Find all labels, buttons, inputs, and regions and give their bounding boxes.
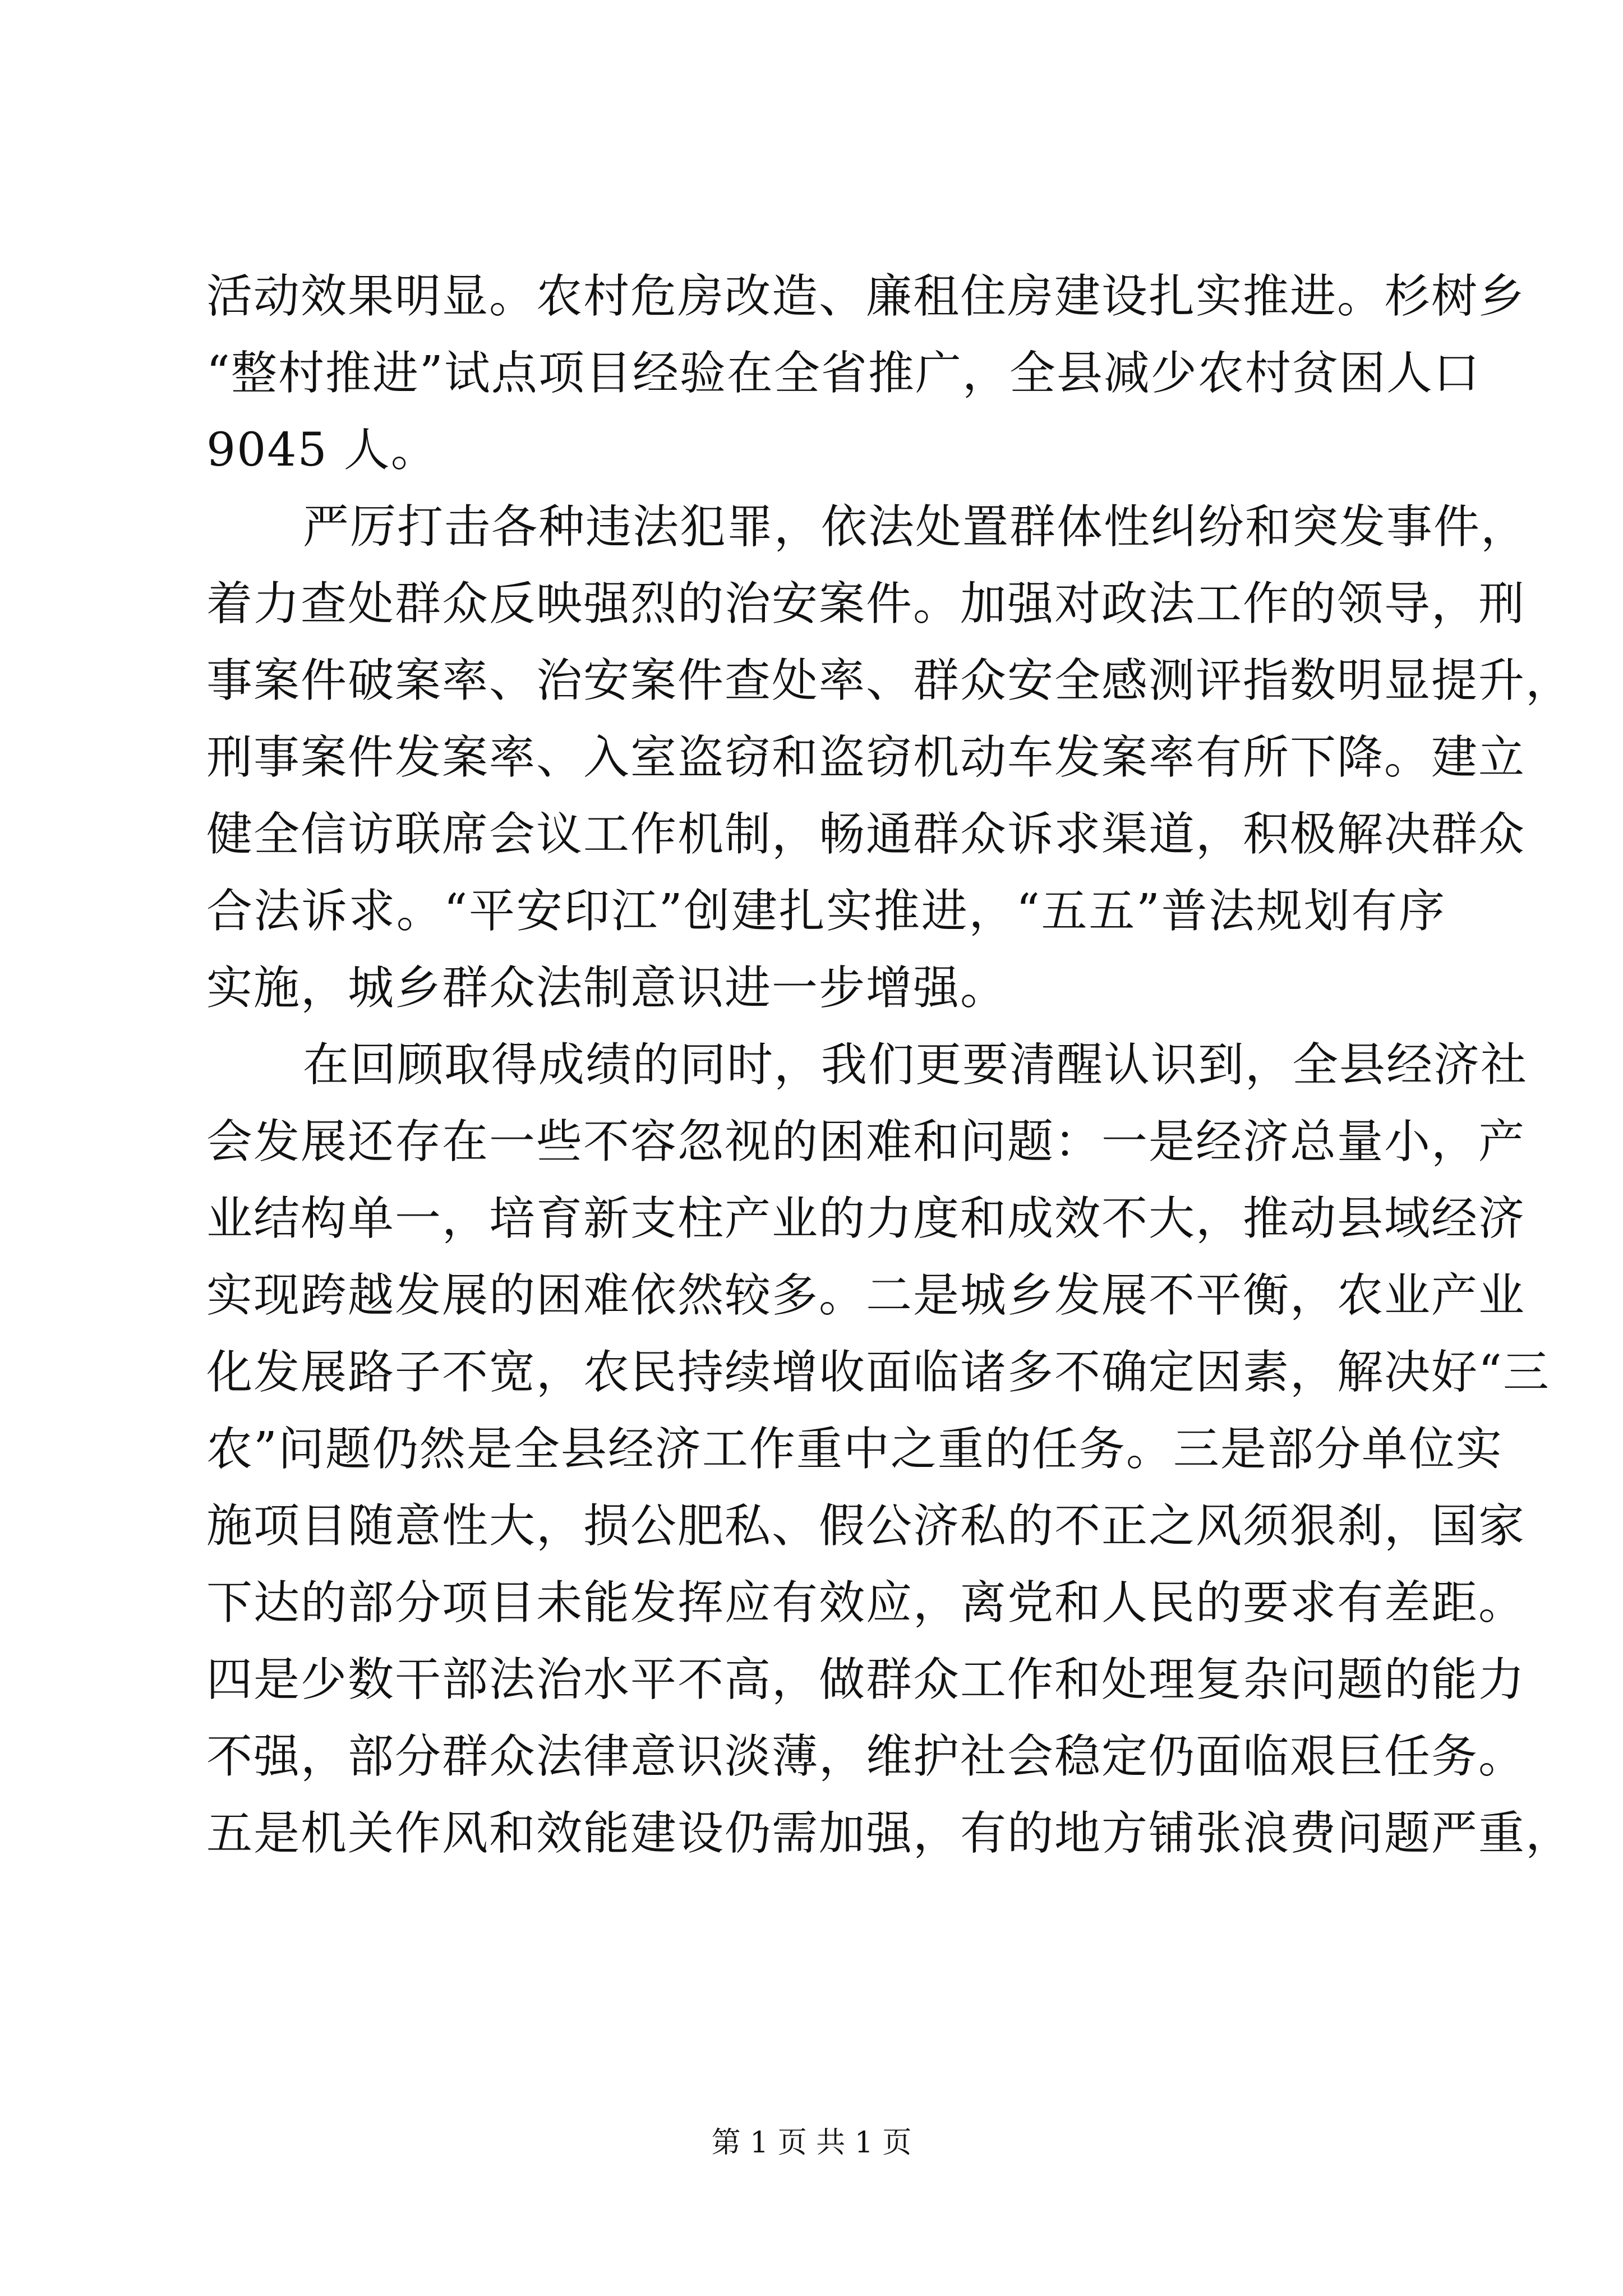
text-line: 不强，部分群众法律意识淡薄，维护社会稳定仍面临艰巨任务。 — [206, 1730, 1526, 1783]
page-number-footer: 第 1 页 共 1 页 — [711, 2126, 912, 2160]
document-body — [206, 258, 1573, 1872]
text-line: 实施，城乡群众法制意识进一步增强。 — [206, 961, 1008, 1015]
paragraph-first-line: 严厉打击各种违法犯罪，依法处置群体性纠纷和突发事件， — [303, 500, 1528, 554]
text-line: 合法诉求。“平安印江”创建扎实推进，“五五”普法规划有序 — [206, 885, 1446, 938]
text-line: 五是机关作风和效能建设仍需加强，有的地方铺张浪费问题严重， — [206, 1807, 1573, 1860]
text-line: 会发展还存在一些不容忽视的困难和问题：一是经济总量小，产 — [206, 1115, 1526, 1168]
text-line: 施项目随意性大，损公肥私、假公济私的不正之风须狠刹，国家 — [206, 1499, 1526, 1553]
text-line: 四是少数干部法治水平不高，做群众工作和处理复杂问题的能力 — [206, 1653, 1526, 1706]
text-line: 健全信访联席会议工作机制，畅通群众诉求渠道，积极解决群众 — [206, 808, 1526, 861]
text-line: 下达的部分项目未能发挥应有效应，离党和人民的要求有差距。 — [206, 1576, 1526, 1630]
paragraph-first-line: 在回顾取得成绩的同时，我们更要清醒认识到，全县经济社 — [303, 1038, 1528, 1092]
text-line: 9045 人。 — [206, 424, 438, 477]
text-line: 化发展路子不宽，农民持续增收面临诸多不确定因素，解决好“三 — [206, 1346, 1550, 1399]
text-line: 实现跨越发展的困难依然较多。二是城乡发展不平衡，农业产业 — [206, 1269, 1526, 1322]
text-line: “整村推进”试点项目经验在全省推广，全县减少农村贫困人口 — [206, 347, 1481, 400]
text-line: 刑事案件发案率、入室盗窃和盗窃机动车发案率有所下降。建立 — [206, 731, 1526, 784]
text-line: 活动效果明显。农村危房改造、廉租住房建设扎实推进。杉树乡 — [206, 270, 1526, 323]
text-line: 农”问题仍然是全县经济工作重中之重的任务。三是部分单位实 — [206, 1423, 1503, 1476]
text-line: 业结构单一，培育新支柱产业的力度和成效不大，推动县域经济 — [206, 1192, 1526, 1245]
text-line: 着力查处群众反映强烈的治安案件。加强对政法工作的领导，刑 — [206, 577, 1526, 631]
text-line: 事案件破案率、治安案件查处率、群众安全感测评指数明显提升， — [206, 654, 1573, 707]
